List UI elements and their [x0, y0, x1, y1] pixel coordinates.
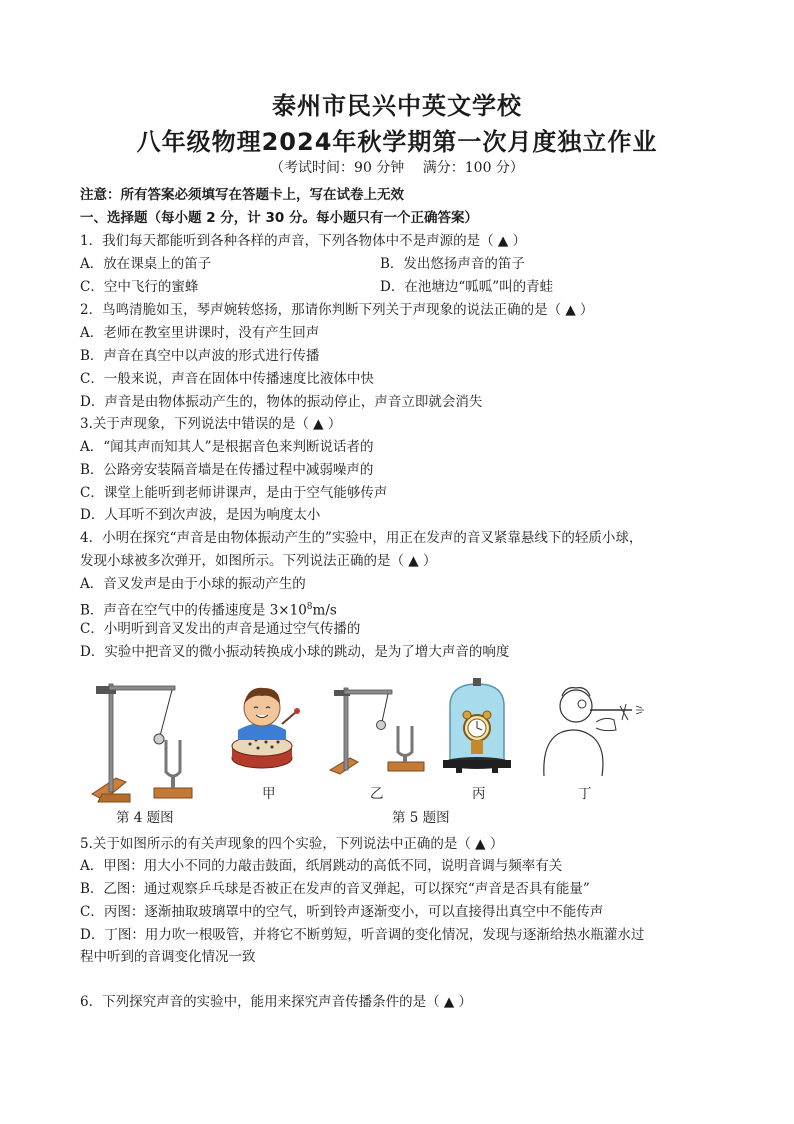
question-4-option-d: D．实验中把音叉的微小振动转换成小球的跳动，是为了增大声音的响度	[80, 644, 510, 660]
question-3-option-d: D．人耳听不到次声波，是因为响度太小	[80, 507, 321, 523]
question-2-option-d: D．声音是由物体振动产生的，物体的振动停止，声音立即就会消失	[80, 394, 483, 410]
question-3-option-a: A．“闻其声而知其人”是根据音色来判断说话者的	[80, 439, 374, 455]
figure-caption-q5: 第 5 题图	[392, 810, 450, 826]
question-2-option-b: B．声音在真空中以声波的形式进行传播	[80, 348, 320, 364]
question-1-option-b: B．发出悠扬声音的笛子	[380, 256, 525, 272]
question-4-option-b-exponent: 8	[306, 602, 313, 612]
figure-label-jia: 甲	[262, 786, 276, 802]
question-5-option-d-line1: D．丁图：用力吹一根吸管，并将它不断剪短，听音调的变化情况，发现与逐渐给热水瓶灌水过	[80, 927, 645, 943]
fork-ball-figure	[326, 682, 426, 778]
question-6-stem: 6．下列探究声音的实验中，能用来探究声音传播条件的是（ ▲ ）	[80, 994, 473, 1010]
question-2-option-a: A．老师在教室里讲课时，没有产生回声	[80, 325, 320, 341]
section-heading: 一、选择题（每小题 2 分，计 30 分。每小题只有一个正确答案）	[80, 210, 478, 226]
school-title: 泰州市民兴中英文学校	[272, 92, 522, 120]
question-1-stem: 1．我们每天都能听到各种各样的声音，下列各物体中不是声源的是（ ▲ ）	[80, 233, 527, 249]
question-2-stem: 2．鸟鸣清脆如玉，琴声婉转悠扬，那请你判断下列关于声现象的说法正确的是（ ▲ ）	[80, 302, 594, 318]
question-5-stem: 5.关于如图所示的有关声现象的四个实验，下列说法中正确的是（ ▲ ）	[80, 836, 504, 852]
question-5-option-a: A．甲图：用大小不同的力敲击鼓面，纸屑跳动的高低不同，说明音调与频率有关	[80, 858, 563, 874]
question-4-option-b-text: B．声音在空气中的传播速度是 3×10	[80, 602, 307, 619]
straw-blowing-figure	[536, 680, 654, 778]
question-2-option-c: C．一般来说，声音在固体中传播速度比液体中快	[80, 371, 374, 387]
question-1-options-row2	[80, 277, 720, 297]
question-3-stem: 3.关于声现象，下列说法中错误的是（ ▲ ）	[80, 416, 342, 432]
question-4-option-c: C．小明听到音叉发出的声音是通过空气传播的	[80, 621, 361, 637]
figure-caption-q4: 第 4 题图	[116, 810, 174, 826]
question-1-option-d: D．在池塘边“呱呱”叫的青蛙	[380, 279, 554, 295]
figure-label-ding: 丁	[578, 786, 592, 802]
q4-tuning-fork-figure	[86, 676, 198, 804]
question-3-option-c: C．课堂上能听到老师讲课声，是由于空气能够传声	[80, 485, 388, 501]
notice: 注意：所有答案必须填写在答题卡上，写在试卷上无效	[80, 187, 404, 203]
question-4-option-b	[80, 597, 720, 621]
figure-label-yi: 乙	[370, 786, 384, 802]
exam-title: 八年级物理2024年秋学期第一次月度独立作业	[136, 128, 658, 156]
question-5-option-c: C．丙图：逐渐抽取玻璃罩中的空气，听到铃声逐渐变小，可以直接得出真空中不能传声	[80, 904, 604, 920]
question-4-option-a: A．音叉发声是由于小球的振动产生的	[80, 576, 306, 592]
bell-jar-figure	[440, 676, 514, 776]
drum-kid-figure	[228, 682, 320, 776]
question-1-option-a: A．放在课桌上的笛子	[80, 256, 212, 272]
question-4-option-b-unit: m/s	[312, 602, 337, 619]
figure-label-bing: 丙	[472, 786, 486, 802]
question-1-options-row1	[80, 254, 720, 274]
question-5-option-d-line2: 程中听到的音调变化情况一致	[80, 949, 256, 965]
question-4-stem-line1: 4．小明在探究“声音是由物体振动产生的”实验中，用正在发声的音叉紧靠悬线下的轻质小球，	[80, 530, 643, 546]
question-5-option-b: B．乙图：通过观察乒乓球是否被正在发声的音叉弹起，可以探究“声音是否具有能量”	[80, 881, 590, 897]
question-3-option-b: B．公路旁安装隔音墙是在传播过程中减弱噪声的	[80, 462, 374, 478]
question-1-option-c: C．空中飞行的蜜蜂	[80, 279, 199, 295]
question-4-stem-line2: 发现小球被多次弹开，如图所示。下列说法正确的是（ ▲ ）	[80, 553, 437, 569]
exam-info: （考试时间：90 分钟 满分：100 分）	[270, 160, 524, 176]
